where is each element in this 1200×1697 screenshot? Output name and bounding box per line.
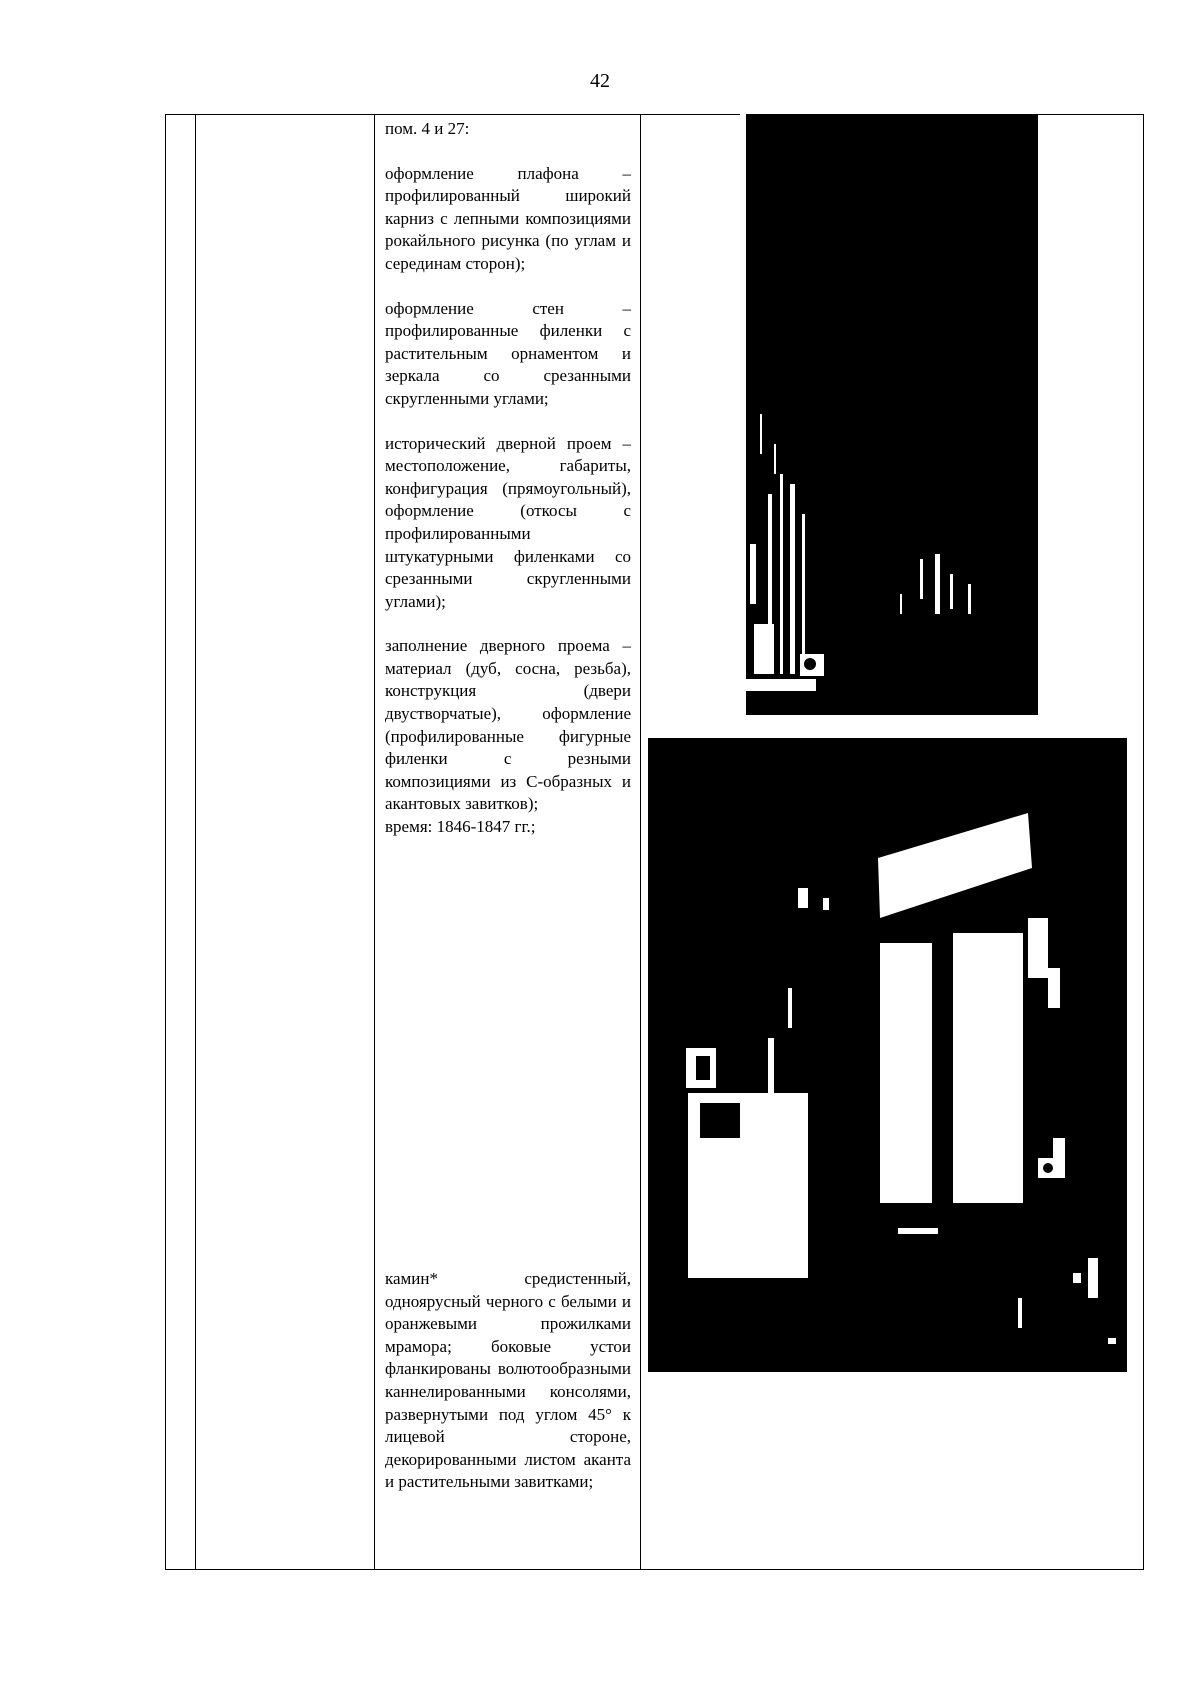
table-border-left [165,114,166,1570]
table-column-rule-1 [195,114,196,1570]
doorway-paragraph: исторический дверной проем – местоположение, габариты, конфигурация (прямоугольный), оформление (откосы с профилированными штукатурными филенками со срезанными скругленными углами); [385,433,631,611]
walls-paragraph: оформление стен – профилированные филенки с растительным орнаментом и зеркала со срезанными скругленными углами; [385,298,631,408]
photo-window-room-image [648,738,1127,1372]
table-border-right [1143,114,1144,1570]
photo-window-room [648,738,1127,1372]
fireplace-paragraph: камин* средистенный, одноярусный черного с белыми и оранжевыми прожилками мрамора; боковые устои фланкированы волютообразными каннелированными консолями, развернутыми под углом 45° к лицевой стороне, декорированными листом аканта и растительными завитками; [385,1269,631,1492]
photo-doorway [740,114,1038,715]
date-line: время: 1846-1847 гг.; [385,817,536,837]
photo-doorway-image [740,114,1038,715]
table-column-rule-3 [640,114,641,1570]
page-number: 42 [590,70,610,92]
rooms-line: пом. 4 и 27: [385,119,470,138]
ceiling-paragraph: оформление плафона – профилированный широкий карниз с лепными композициями рокайльного рисунка (по углам и серединам сторон); [385,163,631,273]
table-column-rule-2 [374,114,375,1570]
table-border-bottom [165,1569,1144,1570]
description-cell [385,118,631,1568]
door-fill-paragraph: заполнение дверного проема – материал (дуб, сосна, резьба), конструкция (двери двустворчатые), оформление (профилированные фигурные филенки с резными композициями из С-образных и акантовых завитков); [385,636,631,814]
